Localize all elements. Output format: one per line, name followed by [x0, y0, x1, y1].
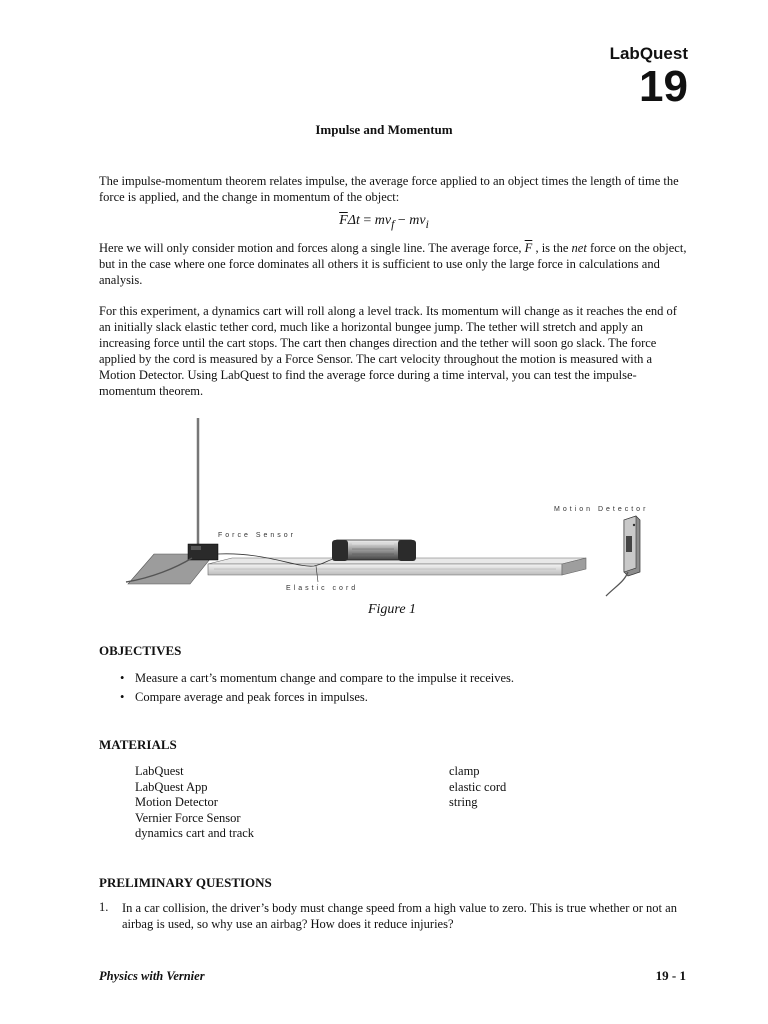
- intro-paragraph: The impulse-momentum theorem relates impulse, the average force applied to an object times the length of time the force is applied, and the change in momentum of the object:: [99, 174, 679, 204]
- equation-initial-momentum: mv: [409, 213, 426, 228]
- material-item: elastic cord: [449, 779, 507, 794]
- impulse-momentum-equation: [0, 213, 768, 231]
- equation-delta-t: Δt: [347, 213, 360, 228]
- equation-minus: −: [397, 213, 406, 228]
- materials-list-right: [449, 764, 506, 811]
- dynamics-track: [208, 558, 586, 575]
- para2-middle: , is the: [532, 241, 572, 255]
- para2-force-symbol: $\overline{F}$: [524, 241, 533, 255]
- para2-before: Here we will only consider motion and forces along a single line. The average force,: [99, 241, 525, 255]
- preliminary-heading: PRELIMINARY QUESTIONS: [99, 875, 272, 890]
- figure-caption: Figure 1: [367, 602, 417, 617]
- footer-book-title: Physics with Vernier: [99, 969, 205, 983]
- equation-equals: =: [363, 213, 372, 228]
- motion-detector-cable: [606, 572, 628, 596]
- material-item: LabQuest App: [135, 779, 208, 794]
- force-sensor: [188, 544, 218, 560]
- objectives-heading: OBJECTIVES: [99, 643, 182, 658]
- materials-heading: MATERIALS: [99, 737, 177, 752]
- apparatus-figure: [96, 412, 696, 602]
- objective-item: • Measure a cart’s momentum change and compare to the impulse it receives.: [120, 669, 514, 688]
- label-force-sensor: Force Sensor: [218, 532, 297, 539]
- label-motion-detector: Motion Detector: [554, 506, 649, 513]
- material-item: Motion Detector: [135, 795, 218, 809]
- equation-sub-initial: i: [425, 217, 429, 231]
- product-name: LabQuest: [609, 44, 688, 63]
- material-item: Vernier Force Sensor: [135, 810, 241, 825]
- para2-emph: net: [571, 241, 587, 255]
- dynamics-cart: [332, 540, 416, 561]
- motion-detector: [624, 516, 640, 576]
- material-item: dynamics cart and track: [135, 826, 255, 840]
- objective-item: • Compare average and peak forces in impulses.: [120, 688, 514, 707]
- equation-sub-final: f: [391, 217, 395, 231]
- equation-final-momentum: mv: [374, 213, 392, 228]
- page-title: Impulse and Momentum: [315, 122, 453, 137]
- paragraph-net-force: [99, 240, 689, 288]
- objectives-list: [120, 669, 514, 707]
- lab-header: [609, 44, 688, 111]
- para2-after: force on the object, but in the case where one force dominates all others it is sufficient to use only the large force in calculations and analysis.: [99, 241, 687, 287]
- materials-list-left: [135, 764, 254, 842]
- footer-page-number: 19 - 1: [655, 968, 686, 983]
- equation-force: $\overline{F}$: [339, 213, 348, 228]
- material-item: clamp: [449, 764, 480, 778]
- material-item: LabQuest: [135, 764, 184, 778]
- label-elastic-cord: Elastic cord: [286, 585, 359, 592]
- paragraph-experiment: For this experiment, a dynamics cart will roll along a level track. Its momentum will change as it reaches the end of an initially slack elastic tether cord, much like a horizontal bungee jump. The tether will stretch and apply an increasing force until the cart stops. The cart then changes direction and the tether will soon go slack. The force applied by the cord is measured by a Force Sensor. The cart velocity throughout the motion is measured with a Motion Detector. Using LabQuest to find the average force during a time interval, you can test the impulse-momentum theorem.: [99, 304, 677, 398]
- question-text: In a car collision, the driver’s body must change speed from a high value to zero. This is true whether or not an airbag is used, so why use an airbag? How does it reduce injuries?: [122, 901, 677, 931]
- material-item: string: [449, 795, 478, 809]
- experiment-number: 19: [639, 62, 688, 111]
- question-number: 1.: [99, 900, 109, 914]
